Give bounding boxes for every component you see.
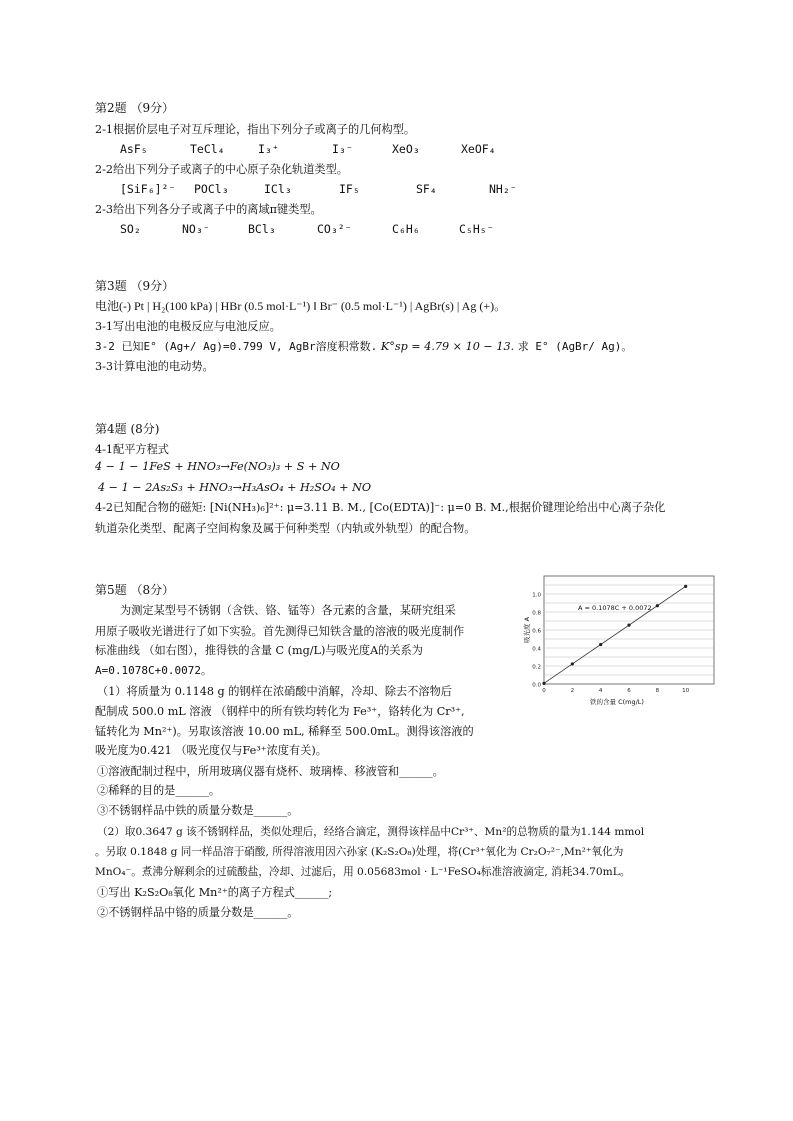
q2-part3: 2-3给出下列各分子或离子中的离域π键类型。	[95, 203, 322, 216]
q3-part2-ask: 求 E° (AgBr/ Ag)。	[517, 340, 633, 353]
q5-step2: MnO₄⁻。煮沸分解剩余的过硫酸盐，冷却、过滤后，用 0.05683mol · L⁻¹FeSO₄标准溶液滴定, 消耗34.70mL。	[95, 866, 631, 878]
q4-equation2: 4 − 1 − 2As₂S₃ + HNO₃→H₃AsO₄ + H₂SO₄ + NO	[98, 481, 372, 494]
q5-title: 第5题 （8分）	[95, 583, 175, 597]
q5-intro: 标准曲线 （如右图），推得铁的含量 C (mg/L)与吸光度A的关系为	[95, 644, 423, 657]
data-point	[542, 682, 545, 685]
q5-step1: 吸光度为0.421 （吸光度仅与Fe³⁺浓度有关)。	[95, 744, 327, 757]
q2-part2: 2-2给出下列分子或离子的中心原子杂化轨道类型。	[95, 163, 348, 176]
data-point	[627, 624, 630, 627]
species: BCl₃	[248, 222, 276, 236]
x-tick-label: 8	[655, 688, 660, 694]
species: XeO₃	[392, 142, 420, 156]
species: POCl₃	[194, 182, 229, 196]
q5-intro: A=0.1078C+0.0072。	[95, 664, 212, 677]
q5-subquestion: ①写出 K₂S₂O₈氧化 Mn²⁺的离子方程式______;	[97, 886, 333, 899]
x-axis-label: 铁的含量 C(mg/L)	[590, 698, 644, 706]
species: I₃⁻	[332, 142, 353, 156]
q5-subquestion: ③不锈钢样品中铁的质量分数是______。	[97, 804, 299, 817]
q5-step1: （1）将质量为 0.1148 g 的钢样在浓硝酸中消解，冷却、除去不溶物后	[97, 685, 452, 698]
y-axis-label: 吸光度 A	[523, 616, 531, 644]
species: I₃⁺	[258, 142, 279, 156]
q5-subquestion: ②不锈钢样品中铬的质量分数是______。	[97, 906, 299, 919]
calibration-chart	[524, 568, 720, 718]
q3-title: 第3题 （9分）	[95, 279, 175, 293]
q5-step1: 配制成 500.0 mL 溶液 （钢样中的所有铁均转化为 Fe³⁺，铬转化为 Cr³⁺,	[95, 705, 465, 718]
q3-cell-notation: 电池(-) Pt | H₂(100 kPa) | HBr (0.5 mol·L⁻¹) ‖ Br⁻ (0.5 mol·L⁻¹) | AgBr(s) | Ag (+)。	[95, 299, 507, 313]
species: XeOF₄	[461, 142, 496, 156]
q5-intro: 用原子吸收光谱进行了如下实验。首先测得已知铁含量的溶液的吸光度制作	[95, 625, 465, 638]
q3-part1: 3-1写出电池的电极反应与电池反应。	[95, 320, 281, 333]
y-tick-label: 1.0	[532, 592, 541, 599]
x-tick-label: 6	[627, 688, 631, 694]
q4-title: 第4题 (8分)	[95, 422, 160, 436]
q2-part1: 2-1根据价层电子对互斥理论，指出下列分子或离子的几何构型。	[95, 123, 416, 136]
data-point	[656, 604, 659, 607]
q4-part2-line1: 4-2已知配合物的磁矩: [Ni(NH₃)₆]²⁺: μ=3.11 B. M., [Co(EDTA)]⁻: μ=0 B. M.,根据价键理论给出中心离子杂化	[95, 501, 666, 514]
q4-part1: 4-1配平方程式	[95, 443, 169, 456]
q5-subquestion: ①溶液配制过程中，所用玻璃仪器有烧杯、玻璃棒、移液管和______。	[97, 765, 444, 778]
species: C₅H₅⁻	[459, 222, 494, 236]
fit-equation-annotation: A = 0.1078C + 0.0072	[578, 604, 652, 613]
q3-part3: 3-3计算电池的电动势。	[95, 360, 214, 373]
species: [SiF₆]²⁻	[120, 182, 176, 196]
fit-line	[544, 586, 686, 683]
data-point	[571, 662, 574, 665]
species: NO₃⁻	[182, 222, 210, 236]
species: ICl₃	[264, 182, 292, 196]
y-tick-label: 0.0	[532, 682, 541, 689]
q5-step2: （2）取0.3647 g 该不锈钢样品，类似处理后，经络合滴定，测得该样品中Cr³⁺、Mn²的总物质的量为1.144 mmol	[97, 826, 645, 838]
q3-part2-given: 3-2 已知E° (Ag+/ Ag)=0.799 V, AgBr溶度积常数.	[95, 340, 378, 353]
x-tick-label: 0	[542, 688, 546, 694]
species: NH₂⁻	[489, 182, 517, 196]
q4-equation1: 4 − 1 − 1FeS + HNO₃→Fe(NO₃)₃ + S + NO	[95, 460, 340, 473]
q5-step2: 。另取 0.1848 g 同一样品溶于硝酸, 所得溶液用因六孙家 (K₂S₂O₈)处理，将(Cr³⁺氧化为 Cr₂O₇²⁻,Mn²⁺氧化为	[95, 846, 624, 858]
x-tick-label: 2	[570, 688, 575, 694]
species: AsF₅	[120, 142, 148, 156]
q4-part2-line2: 轨道杂化类型、配离子空间构象及属于何种类型（内轨或外轨型）的配合物。	[95, 522, 476, 535]
data-point	[599, 643, 602, 646]
q2-title: 第2题 （9分）	[95, 101, 175, 115]
x-tick-label: 4	[598, 688, 603, 694]
species: C₆H₆	[392, 222, 420, 236]
species: CO₃²⁻	[317, 222, 352, 236]
y-tick-label: 0.6	[532, 628, 541, 635]
q5-subquestion: ②稀释的目的是______。	[97, 784, 221, 797]
species: SF₄	[416, 182, 437, 196]
species: SO₂	[120, 222, 141, 236]
q3-part2-ksp: K°sp = 4.79 × 10 − 13.	[380, 340, 515, 353]
y-tick-label: 0.8	[532, 610, 541, 617]
y-tick-label: 0.2	[532, 664, 541, 671]
calibration-chart-svg	[524, 568, 720, 718]
species: IF₅	[339, 182, 360, 196]
q5-intro: 为测定某型号不锈钢（含铁、铬、锰等）各元素的含量，某研究组采	[120, 604, 456, 617]
q5-step1: 锰转化为 Mn²⁺)。另取该溶液 10.00 mL, 稀释至 500.0mL。测得该溶液的	[95, 725, 474, 738]
x-tick-label: 10	[682, 688, 690, 694]
q3-part2	[95, 339, 632, 355]
species: TeCl₄	[190, 142, 225, 156]
y-tick-label: 0.4	[532, 646, 541, 653]
data-point	[684, 585, 687, 588]
